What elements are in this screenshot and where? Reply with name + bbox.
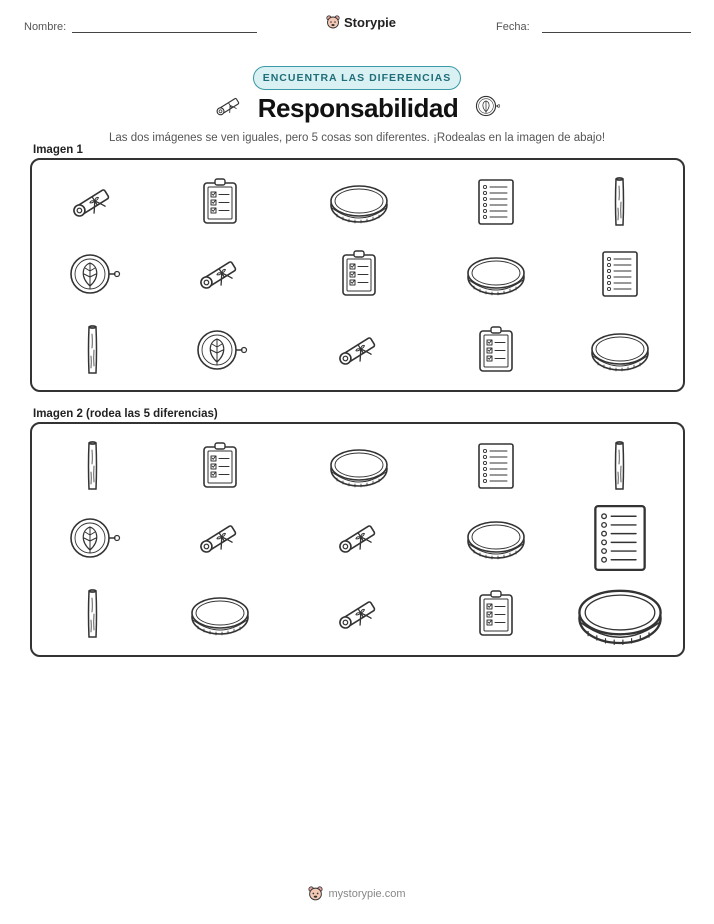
image1-clipboard-icon bbox=[341, 252, 377, 296]
title-row bbox=[0, 92, 714, 125]
image2-label: Imagen 2 (rodea las 5 diferencias) bbox=[33, 408, 218, 420]
activity-badge: ENCUENTRA LAS DIFERENCIAS bbox=[253, 66, 462, 90]
brand-logo bbox=[326, 15, 396, 30]
date-label: Fecha: bbox=[496, 21, 530, 33]
image1-seal-icon bbox=[193, 328, 247, 372]
image1-list-icon bbox=[601, 250, 639, 298]
image2-list-icon[interactable] bbox=[477, 442, 515, 490]
image2-clipboard-icon[interactable] bbox=[202, 444, 238, 488]
title-scroll-icon bbox=[214, 95, 244, 122]
image1-scroll-icon bbox=[69, 185, 117, 219]
date-line[interactable] bbox=[542, 32, 691, 33]
image1-panel bbox=[30, 158, 685, 392]
image1-label: Imagen 1 bbox=[33, 144, 83, 156]
image1-seal-icon bbox=[66, 252, 120, 296]
image1-clipboard-icon bbox=[202, 180, 238, 224]
image2-coin-icon[interactable] bbox=[577, 582, 664, 646]
image1-coin-icon bbox=[466, 252, 526, 296]
image2-scroll-icon[interactable] bbox=[335, 597, 383, 631]
image2-stick-icon[interactable] bbox=[612, 440, 628, 492]
page-title: Responsabilidad bbox=[257, 93, 459, 123]
footer bbox=[308, 886, 405, 902]
image2-seal-icon[interactable] bbox=[66, 516, 120, 560]
image1-scroll-icon bbox=[335, 333, 383, 367]
image2-coin-icon[interactable] bbox=[466, 516, 526, 560]
image2-coin-icon[interactable] bbox=[329, 444, 389, 488]
name-label: Nombre: bbox=[24, 21, 67, 33]
image2-clipboard-icon[interactable] bbox=[478, 592, 514, 636]
image2-scroll-icon[interactable] bbox=[196, 521, 244, 555]
image2-stick-icon[interactable] bbox=[85, 588, 101, 640]
instructions: Las dos imágenes se ven iguales, pero 5 cosas son diferentes. ¡Rodealas en la imagen de abajo! bbox=[108, 132, 606, 144]
image1-clipboard-icon bbox=[478, 328, 514, 372]
image2-coin-icon[interactable] bbox=[190, 592, 250, 636]
image2-stick-icon[interactable] bbox=[85, 440, 101, 492]
image1-stick-icon bbox=[612, 176, 628, 228]
image1-scroll-icon bbox=[196, 257, 244, 291]
image2-scroll-icon[interactable] bbox=[335, 521, 383, 555]
bear-icon bbox=[326, 15, 340, 30]
image1-stick-icon bbox=[85, 324, 101, 376]
image1-list-icon bbox=[477, 178, 515, 226]
image2-list-icon[interactable] bbox=[592, 503, 647, 573]
name-line[interactable] bbox=[72, 32, 257, 33]
image1-coin-icon bbox=[590, 328, 650, 372]
bear-icon bbox=[308, 886, 323, 902]
image2-panel[interactable] bbox=[30, 422, 685, 657]
brand-name: Storypie bbox=[344, 15, 397, 30]
title-seal-icon bbox=[472, 92, 500, 125]
footer-url: mystorypie.com bbox=[328, 888, 406, 900]
image1-coin-icon bbox=[329, 180, 389, 224]
